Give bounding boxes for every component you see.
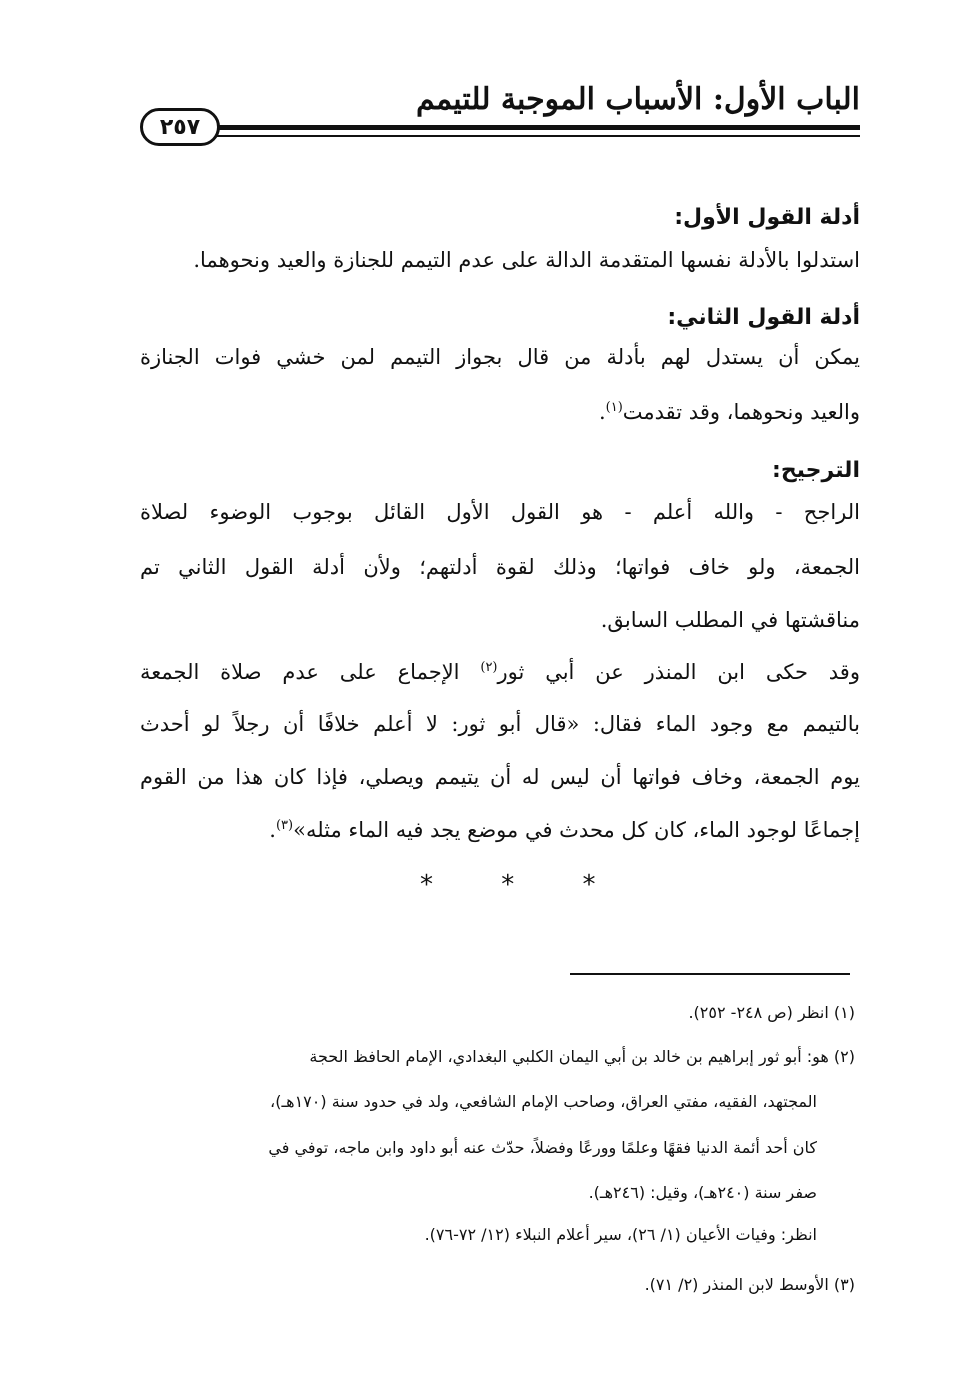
chapter-title: الباب الأول: الأسباب الموجبة للتيمم bbox=[416, 82, 860, 117]
punctuation: . bbox=[269, 818, 276, 842]
paragraph-line: الجمعة، ولو خاف فواتها؛ وذلك لقوة أدلتهم؛ ولأن أدلة القول الثاني تم bbox=[140, 555, 860, 579]
paragraph-line bbox=[140, 818, 860, 842]
section-separator-stars: * * * bbox=[420, 870, 626, 900]
footnote-2-source: انظر: وفيات الأعيان (١/ ٢٦)، سير أعلام النبلاء (١٢/ ٧٢-٧٦). bbox=[424, 1225, 817, 1244]
paragraph-line: يوم الجمعة، وخاف فواتها أن ليس له أن يتيمم ويصلي، فإذا كان هذا من القوم bbox=[140, 765, 860, 789]
paragraph-line bbox=[140, 400, 860, 424]
footnote-ref[interactable]: (٣) bbox=[275, 818, 294, 833]
footnote-ref[interactable]: (١) bbox=[605, 400, 623, 415]
paragraph-line: الراجح - والله أعلم - هو القول الأول القائل بوجوب الوضوء لصلاة bbox=[140, 500, 860, 524]
heading-second-opinion-evidence: أدلة القول الثاني: bbox=[667, 305, 860, 330]
paragraph-line: استدلوا بالأدلة نفسها المتقدمة الدالة على عدم التيمم للجنازة والعيد ونحوهما. bbox=[193, 248, 860, 272]
footnote-1: (١) انظر (ص ٢٤٨- ٢٥٢). bbox=[688, 1003, 855, 1022]
footnote-ref[interactable]: (٢) bbox=[480, 660, 498, 675]
header-rule-thick bbox=[215, 125, 860, 130]
heading-preponderance: الترجيح: bbox=[772, 458, 860, 483]
paragraph-line: مناقشتها في المطلب السابق. bbox=[600, 608, 860, 632]
page-number: ٢٥٧ bbox=[140, 108, 220, 146]
footnote-2-line: كان أحد أئمة الدنيا فقهًا وعلمًا وورعًا وفضلاً، حدّث عنه أبو داود وابن ماجه، توفي في bbox=[268, 1138, 817, 1157]
paragraph-text: والعيد ونحوهما، وقد تقدمت bbox=[622, 400, 860, 424]
punctuation: . bbox=[598, 400, 606, 424]
footnote-2-line: (٢) هو: أبو ثور إبراهيم بن خالد بن أبي اليمان الكلبي البغدادي، الإمام الحافظ الحجة bbox=[309, 1047, 855, 1066]
paragraph-line: بالتيمم مع وجود الماء فقال: «قال أبو ثور: لا أعلم خلافًا أن رجلاً لو أحدث bbox=[140, 712, 860, 736]
paragraph-text: وقد حكى ابن المنذر عن أبي ثور bbox=[497, 660, 860, 684]
paragraph-line: يمكن أن يستدل لهم بأدلة من قال بجواز التيمم لمن خشي فوات الجنازة bbox=[140, 345, 860, 369]
heading-first-opinion-evidence: أدلة القول الأول: bbox=[674, 205, 860, 230]
footnote-separator bbox=[570, 973, 850, 975]
paragraph-text: الإجماع على عدم صلاة الجمعة bbox=[140, 660, 481, 684]
header-rule-thin bbox=[215, 135, 860, 137]
paragraph-line bbox=[140, 660, 860, 684]
footnote-3: (٣) الأوسط لابن المنذر (٢/ ٧١). bbox=[644, 1275, 855, 1294]
footnote-2-line: صفر سنة (٢٤٠هـ)، وقيل: (٢٤٦هـ). bbox=[588, 1183, 817, 1202]
footnote-2-line: المجتهد، الفقيه، مفتي العراق، وصاحب الإمام الشافعي، ولد في حدود سنة (١٧٠هـ)، bbox=[270, 1092, 817, 1111]
paragraph-text: إجماعًا لوجود الماء، كان كل محدث في موضع يجد فيه الماء مثله» bbox=[293, 818, 860, 842]
